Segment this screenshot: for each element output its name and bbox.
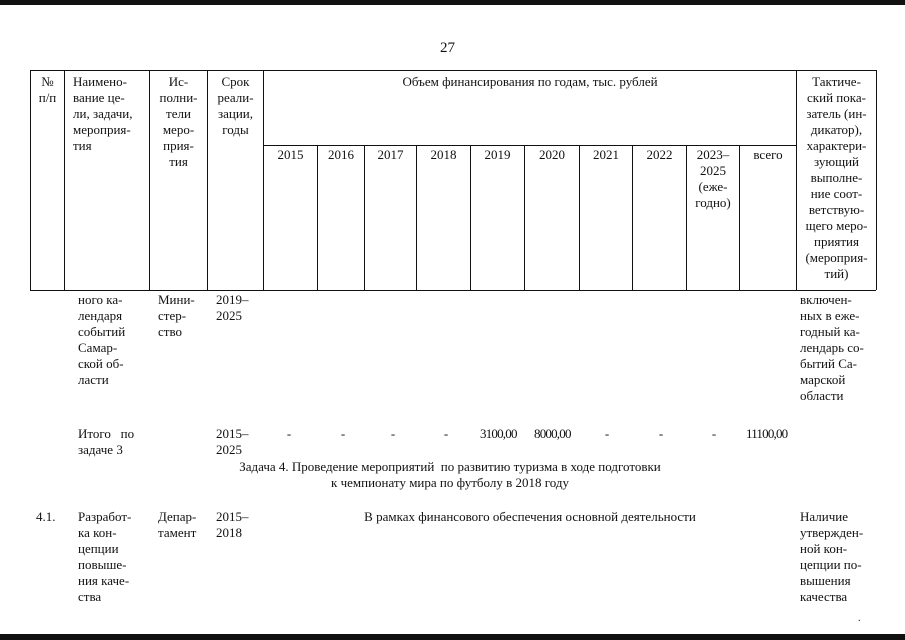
page-number: 27	[440, 40, 455, 56]
col-line-y3	[416, 145, 417, 290]
task4-line1: Задача 4. Проведение мероприятий по развитию туризма в ходе подготовки	[239, 459, 661, 474]
header-num: № п/п	[38, 74, 57, 105]
header-year-2017: 2017	[377, 147, 404, 162]
col-line-y2	[364, 145, 365, 290]
col-line-y9	[739, 145, 740, 290]
row-41-indicator: Наличие утвержден- ной кон- цепции по- вышения качества	[800, 509, 864, 604]
header-year-2018: 2018	[430, 147, 457, 162]
col-line-y1	[317, 145, 318, 290]
header-indicator: Тактиче- ский пока- затель (ин- дикатор), характери- зующий выполне- ние соот- ветствую- щего меро- приятия (мероприя- тий)	[805, 74, 868, 281]
col-line-y6	[579, 145, 580, 290]
table-top-line	[30, 70, 876, 71]
col-line-y4	[470, 145, 471, 290]
total-row-term: 2015– 2025	[216, 426, 249, 457]
total-value-2020: 8000,00	[534, 426, 571, 441]
row-continuation-indicator: включен- ных в еже- годный ка- лендарь со- бытий Са- марской области	[800, 292, 864, 403]
header-funding: Объем финансирования по годам, тыс. рублей	[402, 74, 658, 89]
header-year-2016: 2016	[328, 147, 354, 162]
total-value-2018: -	[443, 426, 449, 441]
row-41-executor: Депар- тамент	[158, 509, 197, 540]
total-value-2023-2025: -	[711, 426, 717, 441]
bottom-border	[0, 634, 905, 640]
row-41-term: 2015– 2018	[216, 509, 249, 540]
row-41-name: Разработ- ка кон- цепции повыше- ния каче- ства	[78, 509, 132, 604]
row-continuation-term: 2019– 2025	[216, 292, 249, 323]
row-41-num: 4.1.	[36, 509, 56, 524]
row-continuation-name: ного ка- лендаря событий Самар- ской об- ласти	[78, 292, 126, 387]
col-line-1	[64, 70, 65, 290]
header-year-2022: 2022	[646, 147, 673, 162]
header-year-2015: 2015	[277, 147, 304, 162]
total-value-2019: 3100,00	[480, 426, 517, 441]
total-value-2022: -	[658, 426, 664, 441]
header-year-2023-2025: 2023– 2025 (еже- годно)	[695, 147, 731, 210]
total-value-sum: 11100,00	[746, 426, 788, 441]
total-row-label: Итого по задаче 3	[78, 426, 135, 457]
header-year-2020: 2020	[539, 147, 565, 162]
years-header-line	[263, 145, 796, 146]
header-year-total: всего	[753, 147, 783, 162]
total-value-2021: -	[604, 426, 610, 441]
header-year-2019: 2019	[484, 147, 511, 162]
stray-mark: .	[858, 613, 861, 624]
task4-line2: к чемпионату мира по футболу в 2018 году	[331, 475, 569, 490]
top-border	[0, 0, 905, 5]
row-continuation-executor: Мини- стер- ство	[158, 292, 195, 339]
header-bottom-line	[30, 290, 876, 291]
header-term: Срок реали- зации, годы	[217, 74, 254, 137]
col-line-right	[876, 70, 877, 290]
row-41-funding: В рамках финансового обеспечения основной деятельности	[364, 509, 696, 524]
col-line-y7	[632, 145, 633, 290]
total-value-2016: -	[340, 426, 346, 441]
col-line-4	[263, 70, 264, 290]
header-executors: Ис- полни- тели меро- прия- тия	[159, 74, 198, 169]
col-line-y5	[524, 145, 525, 290]
total-value-2015: -	[286, 426, 292, 441]
header-year-2021: 2021	[593, 147, 619, 162]
header-name: Наимено- вание це- ли, задачи, мероприя- тия	[73, 74, 133, 153]
total-value-2017: -	[390, 426, 396, 441]
